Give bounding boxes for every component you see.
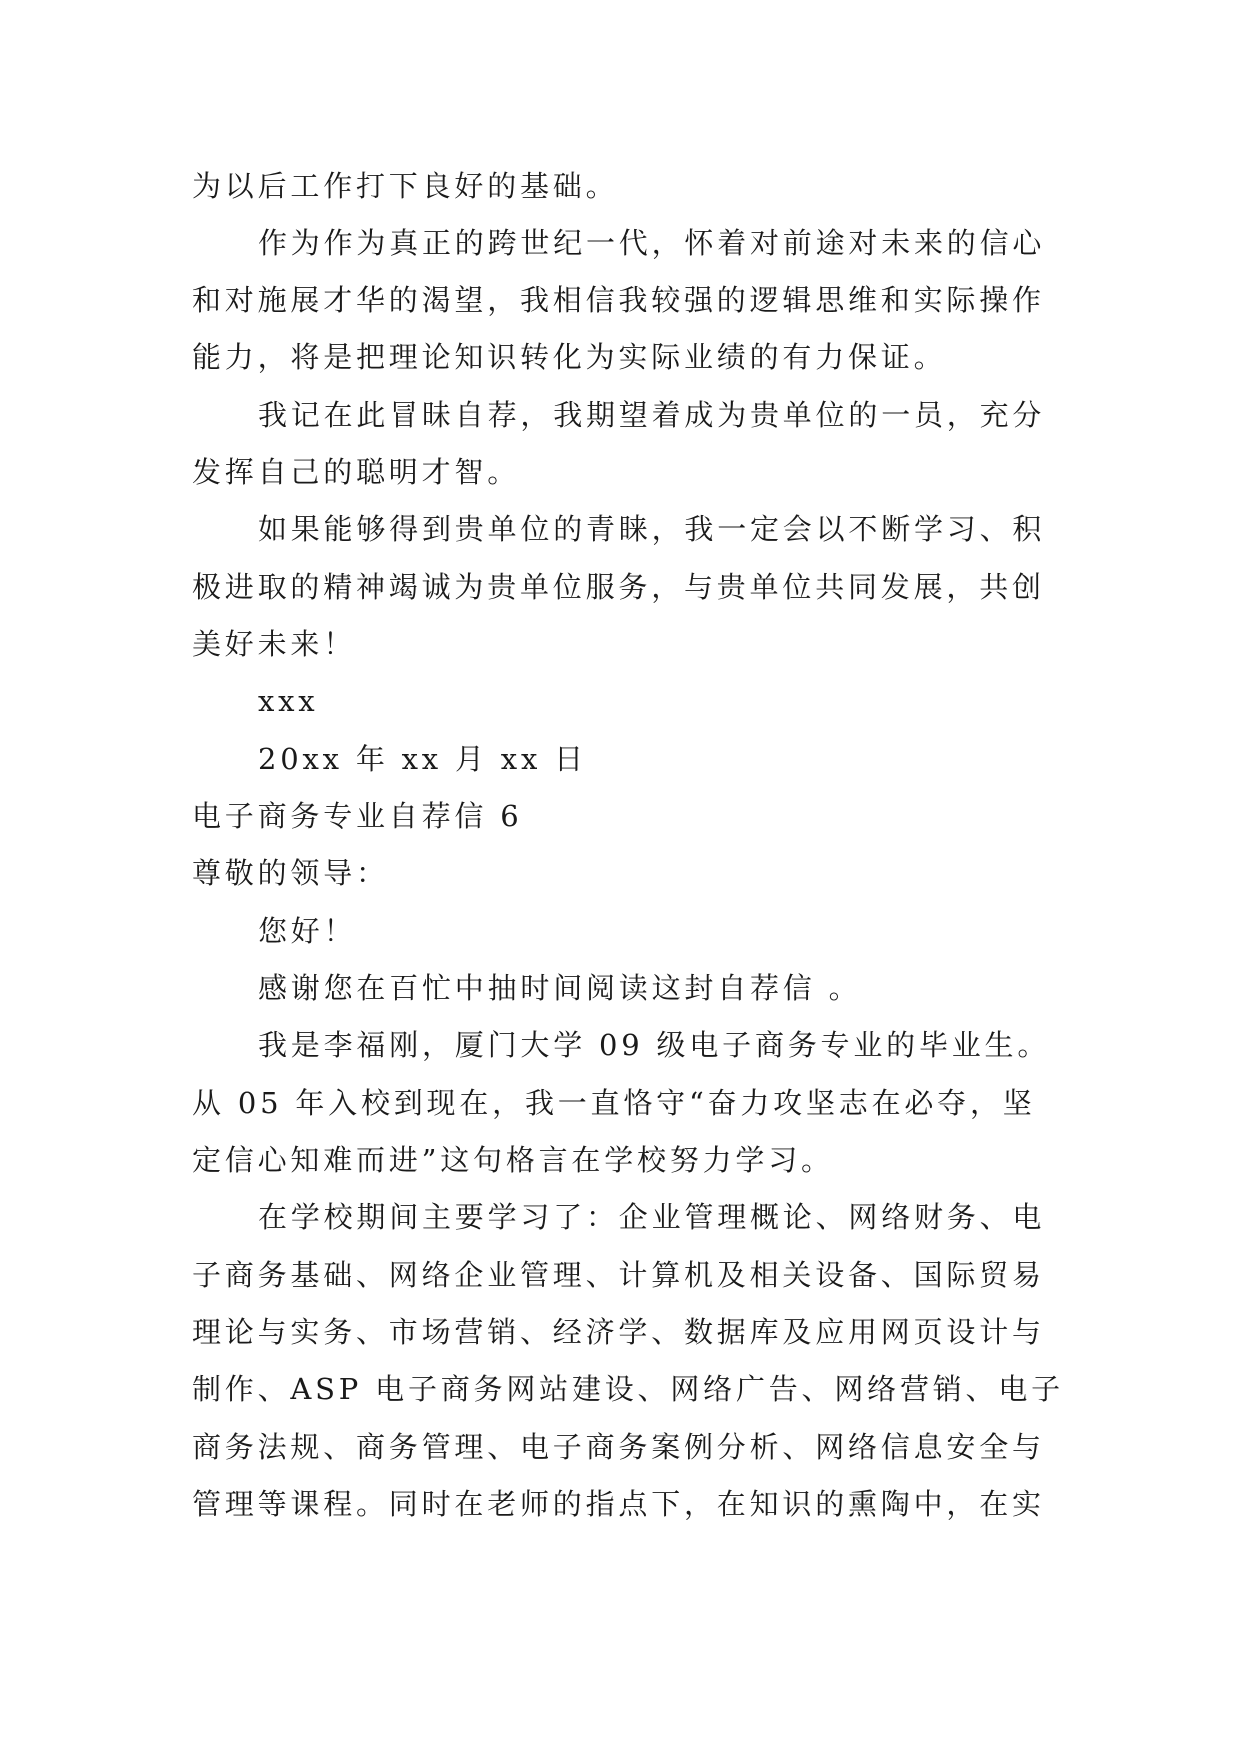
text-line: 美好未来！ (192, 627, 357, 661)
text-line: 如果能够得到贵单位的青睐，我一定会以不断学习、积 (258, 512, 1046, 546)
text-line: 理论与实务、市场营销、经济学、数据库及应用网页设计与 (192, 1315, 1045, 1349)
text-line: 我记在此冒昧自荐，我期望着成为贵单位的一员，充分 (258, 398, 1046, 432)
text-line: 从 05 年入校到现在，我一直恪守“奋力攻坚志在必夺，坚 (192, 1086, 1036, 1120)
text-line: 作为作为真正的跨世纪一代，怀着对前途对未来的信心 (258, 226, 1046, 260)
text-line: 和对施展才华的渴望，我相信我较强的逻辑思维和实际操作 (192, 283, 1045, 317)
text-line: 商务法规、商务管理、电子商务案例分析、网络信息安全与 (192, 1430, 1045, 1464)
text-line: 能力，将是把理论知识转化为实际业绩的有力保证。 (192, 340, 947, 374)
text-line: 发挥自己的聪明才智。 (192, 455, 521, 489)
section-title: 电子商务专业自荐信 6 (192, 799, 523, 833)
text-line: 制作、ASP 电子商务网站建设、网络广告、网络营销、电子 (192, 1372, 1064, 1406)
salutation: 尊敬的领导： (192, 856, 389, 890)
text-line: 我是李福刚，厦门大学 09 级电子商务专业的毕业生。 (258, 1028, 1051, 1062)
text-line: 感谢您在百忙中抽时间阅读这封自荐信 。 (258, 971, 862, 1005)
text-line: 子商务基础、网络企业管理、计算机及相关设备、国际贸易 (192, 1258, 1045, 1292)
greeting: 您好！ (258, 914, 357, 948)
text-line: 定信心知难而进”这句格言在学校努力学习。 (192, 1143, 834, 1177)
text-line: 极进取的精神竭诚为贵单位服务，与贵单位共同发展，共创 (192, 570, 1045, 604)
text-line: 为以后工作打下良好的基础。 (192, 169, 619, 203)
signature-date: 20xx 年 xx 月 xx 日 (258, 742, 587, 776)
signature-name: xxx (258, 684, 319, 718)
text-line: 在学校期间主要学习了：企业管理概论、网络财务、电 (258, 1200, 1046, 1234)
text-line: 管理等课程。同时在老师的指点下，在知识的熏陶中，在实 (192, 1487, 1045, 1521)
